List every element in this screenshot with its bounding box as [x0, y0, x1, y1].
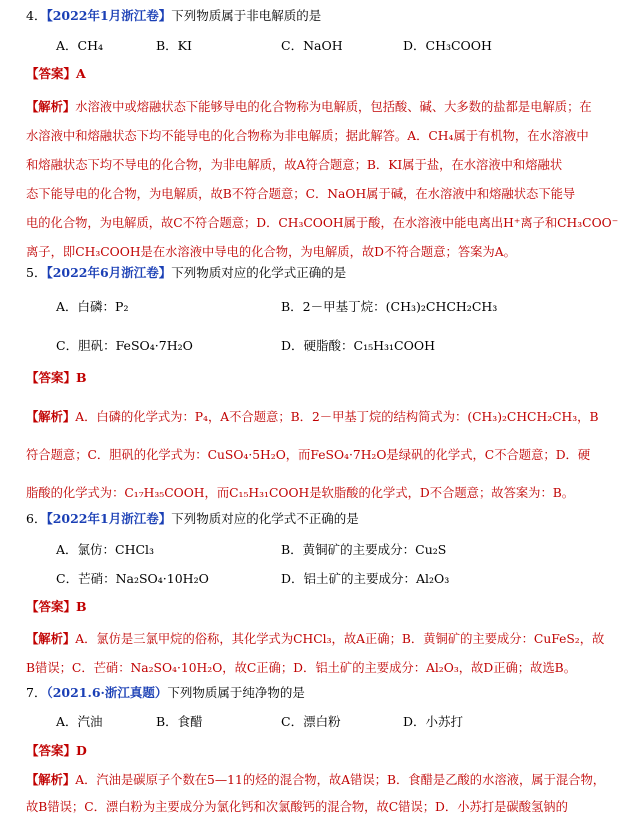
option-c: C．漂白粉 — [281, 714, 341, 729]
question-5-stem — [26, 263, 346, 281]
option-c: C．NaOH — [281, 38, 343, 53]
explanation-4: 【解析】水溶液中或熔融状态下能够导电的化合物称为电解质，包括酸、碱、大多数的盐都是电解质；在 水溶液中和熔融状态下均不能导电的化合物称为非电解质；据此解答。A．CH₄属于有机物，在水溶液中 和熔融状态下均不导电的化合物，为非电解质，故A符合题意；B．KI属于盐，在水溶液中和熔融状 态下能导电的化合物，为电解质，故B不符合题意；C．NaOH属于碱，在水溶液中和熔融状态下能导 电的化合物，为电解质，故C不符合题意；D．CH₃COOH属于酸，在水溶液中能电离出H⁺离子和CH₃COO⁻ 离子，即CH₃COOH是在水溶液中导电的化合物，为电解质，故D不符合题意；答案为A。 — [26, 99, 619, 259]
answer-5: 【答案】B — [26, 370, 87, 385]
option-a: A．氯仿：CHCl₃ — [56, 542, 155, 557]
option-c: C．胆矾：FeSO₄·7H₂O — [56, 338, 193, 353]
option-b: B．2－甲基丁烷：(CH₃)₂CHCH₂CH₃ — [281, 299, 498, 314]
question-number: 4． — [26, 8, 47, 23]
explanation-5: 【解析】A．白磷的化学式为：P₄，A不合题意；B．2－甲基丁烷的结构简式为：(CH₃)₂CHCH₂CH₃，B 符合题意；C．胆矾的化学式为：CuSO₄·5H₂O，而FeSO₄·7H₂O是绿矾的化学式，C不合题意；D．硬 脂酸的化学式为：C₁₇H₃₅COOH，而C₁₅H₃₁COOH是软脂酸的化学式，D不合题意；故答案为：B。 — [26, 409, 599, 500]
question-number: 7． — [26, 685, 47, 700]
option-d: D．小苏打 — [403, 714, 464, 729]
option-b: B．黄铜矿的主要成分：Cu₂S — [281, 542, 447, 557]
option-a: A．汽油 — [56, 714, 103, 729]
question-source: 【2022年1月浙江卷】 — [46, 8, 172, 23]
answer-7: 【答案】D — [26, 743, 87, 758]
question-6-stem — [26, 509, 359, 527]
question-text: 下列物质对应的化学式不正确的是 — [171, 511, 359, 526]
question-source: 【2022年6月浙江卷】 — [46, 265, 172, 280]
question-number: 6． — [26, 511, 47, 526]
option-b: B．食醋 — [156, 714, 203, 729]
explanation-7: 【解析】A．汽油是碳原子个数在5—11的烃的混合物，故A错误；B．食醋是乙酸的水溶液，属于混合物， 故B错误；C．漂白粉为主要成分为氯化钙和次氯酸钙的混合物，故C错误；D．小苏打是碳酸氢钠的 — [26, 772, 606, 814]
explanation-6: 【解析】A．氯仿是三氯甲烷的俗称，其化学式为CHCl₃，故A正确；B．黄铜矿的主要成分：CuFeS₂，故 B错误；C．芒硝：Na₂SO₄·10H₂O，故C正确；D．铝土矿的主要成分：Al₂O₃，故D正确；故选B。 — [26, 631, 605, 675]
option-b: B．KI — [156, 38, 192, 53]
question-4-stem — [26, 6, 321, 24]
question-text: 下列物质属于纯净物的是 — [167, 685, 305, 700]
question-source: （2021.6·浙江真题） — [46, 685, 168, 700]
answer-4: 【答案】A — [26, 66, 86, 81]
option-a: A．CH₄ — [56, 38, 104, 53]
question-text: 下列物质属于非电解质的是 — [171, 8, 322, 23]
option-d: D．硬脂酸：C₁₅H₃₁COOH — [281, 338, 435, 353]
answer-6: 【答案】B — [26, 599, 87, 614]
question-number: 5． — [26, 265, 47, 280]
option-d: D．CH₃COOH — [403, 38, 492, 53]
option-c: C．芒硝：Na₂SO₄·10H₂O — [56, 571, 209, 586]
option-d: D．铝土矿的主要成分：Al₂O₃ — [281, 571, 450, 586]
question-source: 【2022年1月浙江卷】 — [46, 511, 172, 526]
question-text: 下列物质对应的化学式正确的是 — [171, 265, 347, 280]
option-a: A．白磷：P₂ — [56, 299, 129, 314]
question-7-stem — [26, 683, 305, 701]
